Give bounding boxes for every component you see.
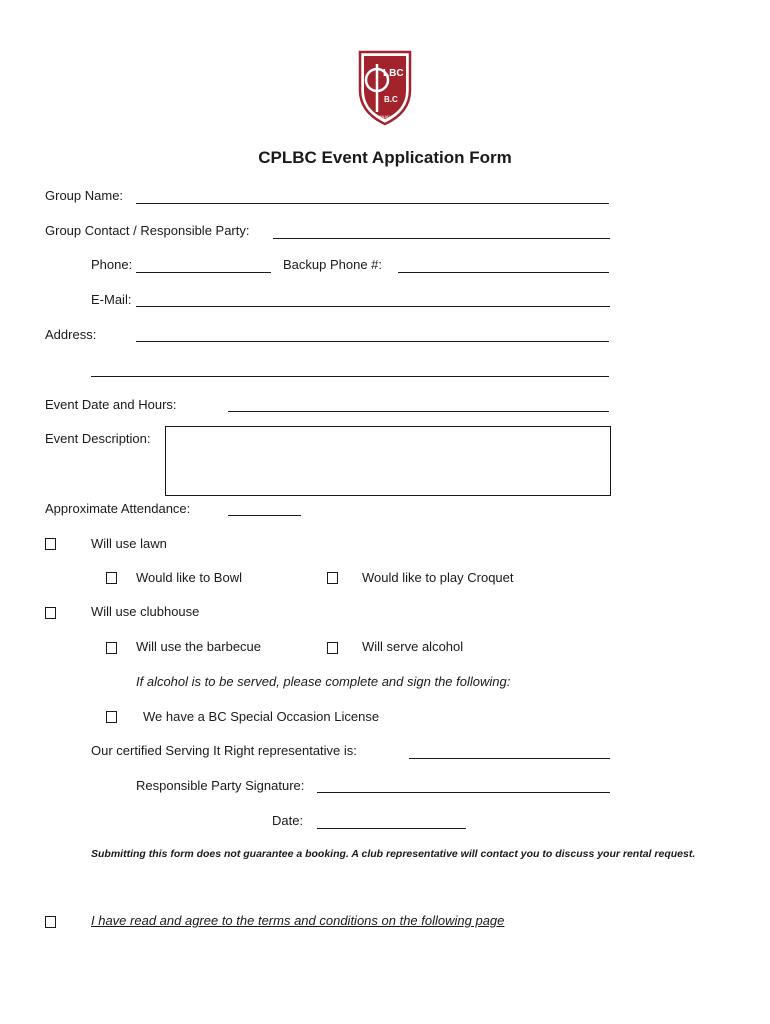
barbecue-label: Will use the barbecue <box>136 639 262 654</box>
special-occasion-checkbox[interactable] <box>106 711 117 723</box>
serving-it-right-label: Our certified Serving It Right representative is: <box>91 743 357 758</box>
backup-phone-field[interactable] <box>398 272 609 273</box>
will-use-clubhouse-label: Will use clubhouse <box>91 604 200 619</box>
will-use-lawn-checkbox[interactable] <box>45 538 56 550</box>
date-label: Date: <box>272 813 304 828</box>
alcohol-checkbox[interactable] <box>327 642 338 654</box>
group-contact-label: Group Contact / Responsible Party: <box>45 223 250 238</box>
logo-sub: B.C <box>384 95 398 104</box>
club-logo <box>356 46 414 126</box>
phone-label: Phone: <box>91 257 133 272</box>
group-contact-field[interactable] <box>273 238 610 239</box>
signature-field[interactable] <box>317 792 610 793</box>
group-name-field[interactable] <box>136 203 609 204</box>
terms-checkbox[interactable] <box>45 916 56 928</box>
attendance-label: Approximate Attendance: <box>45 501 191 516</box>
barbecue-checkbox[interactable] <box>106 642 117 654</box>
special-occasion-label: We have a BC Special Occasion License <box>143 709 380 724</box>
address-label: Address: <box>45 327 97 342</box>
signature-label: Responsible Party Signature: <box>136 778 305 793</box>
form-title: CPLBC Event Application Form <box>258 148 512 167</box>
will-use-clubhouse-checkbox[interactable] <box>45 607 56 619</box>
email-field[interactable] <box>136 306 610 307</box>
attendance-field[interactable] <box>228 515 301 516</box>
date-field[interactable] <box>317 828 466 829</box>
alcohol-instruction: If alcohol is to be served, please complete and sign the following: <box>136 674 511 689</box>
bowl-checkbox[interactable] <box>106 572 117 584</box>
address-field-line-2[interactable] <box>91 376 609 377</box>
will-use-lawn-label: Will use lawn <box>91 536 167 551</box>
phone-field[interactable] <box>136 272 271 273</box>
terms-label: I have read and agree to the terms and conditions on the following page <box>91 913 505 928</box>
backup-phone-label: Backup Phone #: <box>283 257 383 272</box>
croquet-label: Would like to play Croquet <box>362 570 514 585</box>
event-date-field[interactable] <box>228 411 609 412</box>
bowl-label: Would like to Bowl <box>136 570 242 585</box>
event-description-label: Event Description: <box>45 431 151 446</box>
serving-it-right-field[interactable] <box>409 758 610 759</box>
address-field-line-1[interactable] <box>136 341 609 342</box>
group-name-label: Group Name: <box>45 188 124 203</box>
email-label: E-Mail: <box>91 292 132 307</box>
alcohol-label: Will serve alcohol <box>362 639 464 654</box>
event-description-field[interactable] <box>165 426 611 496</box>
logo-letters: LBC <box>383 68 404 79</box>
croquet-checkbox[interactable] <box>327 572 338 584</box>
event-date-label: Event Date and Hours: <box>45 397 177 412</box>
logo-ring-text: CANADA <box>376 114 393 119</box>
disclaimer-note: Submitting this form does not guarantee a booking. A club representative will contact you to discuss your rental request. <box>91 848 696 860</box>
